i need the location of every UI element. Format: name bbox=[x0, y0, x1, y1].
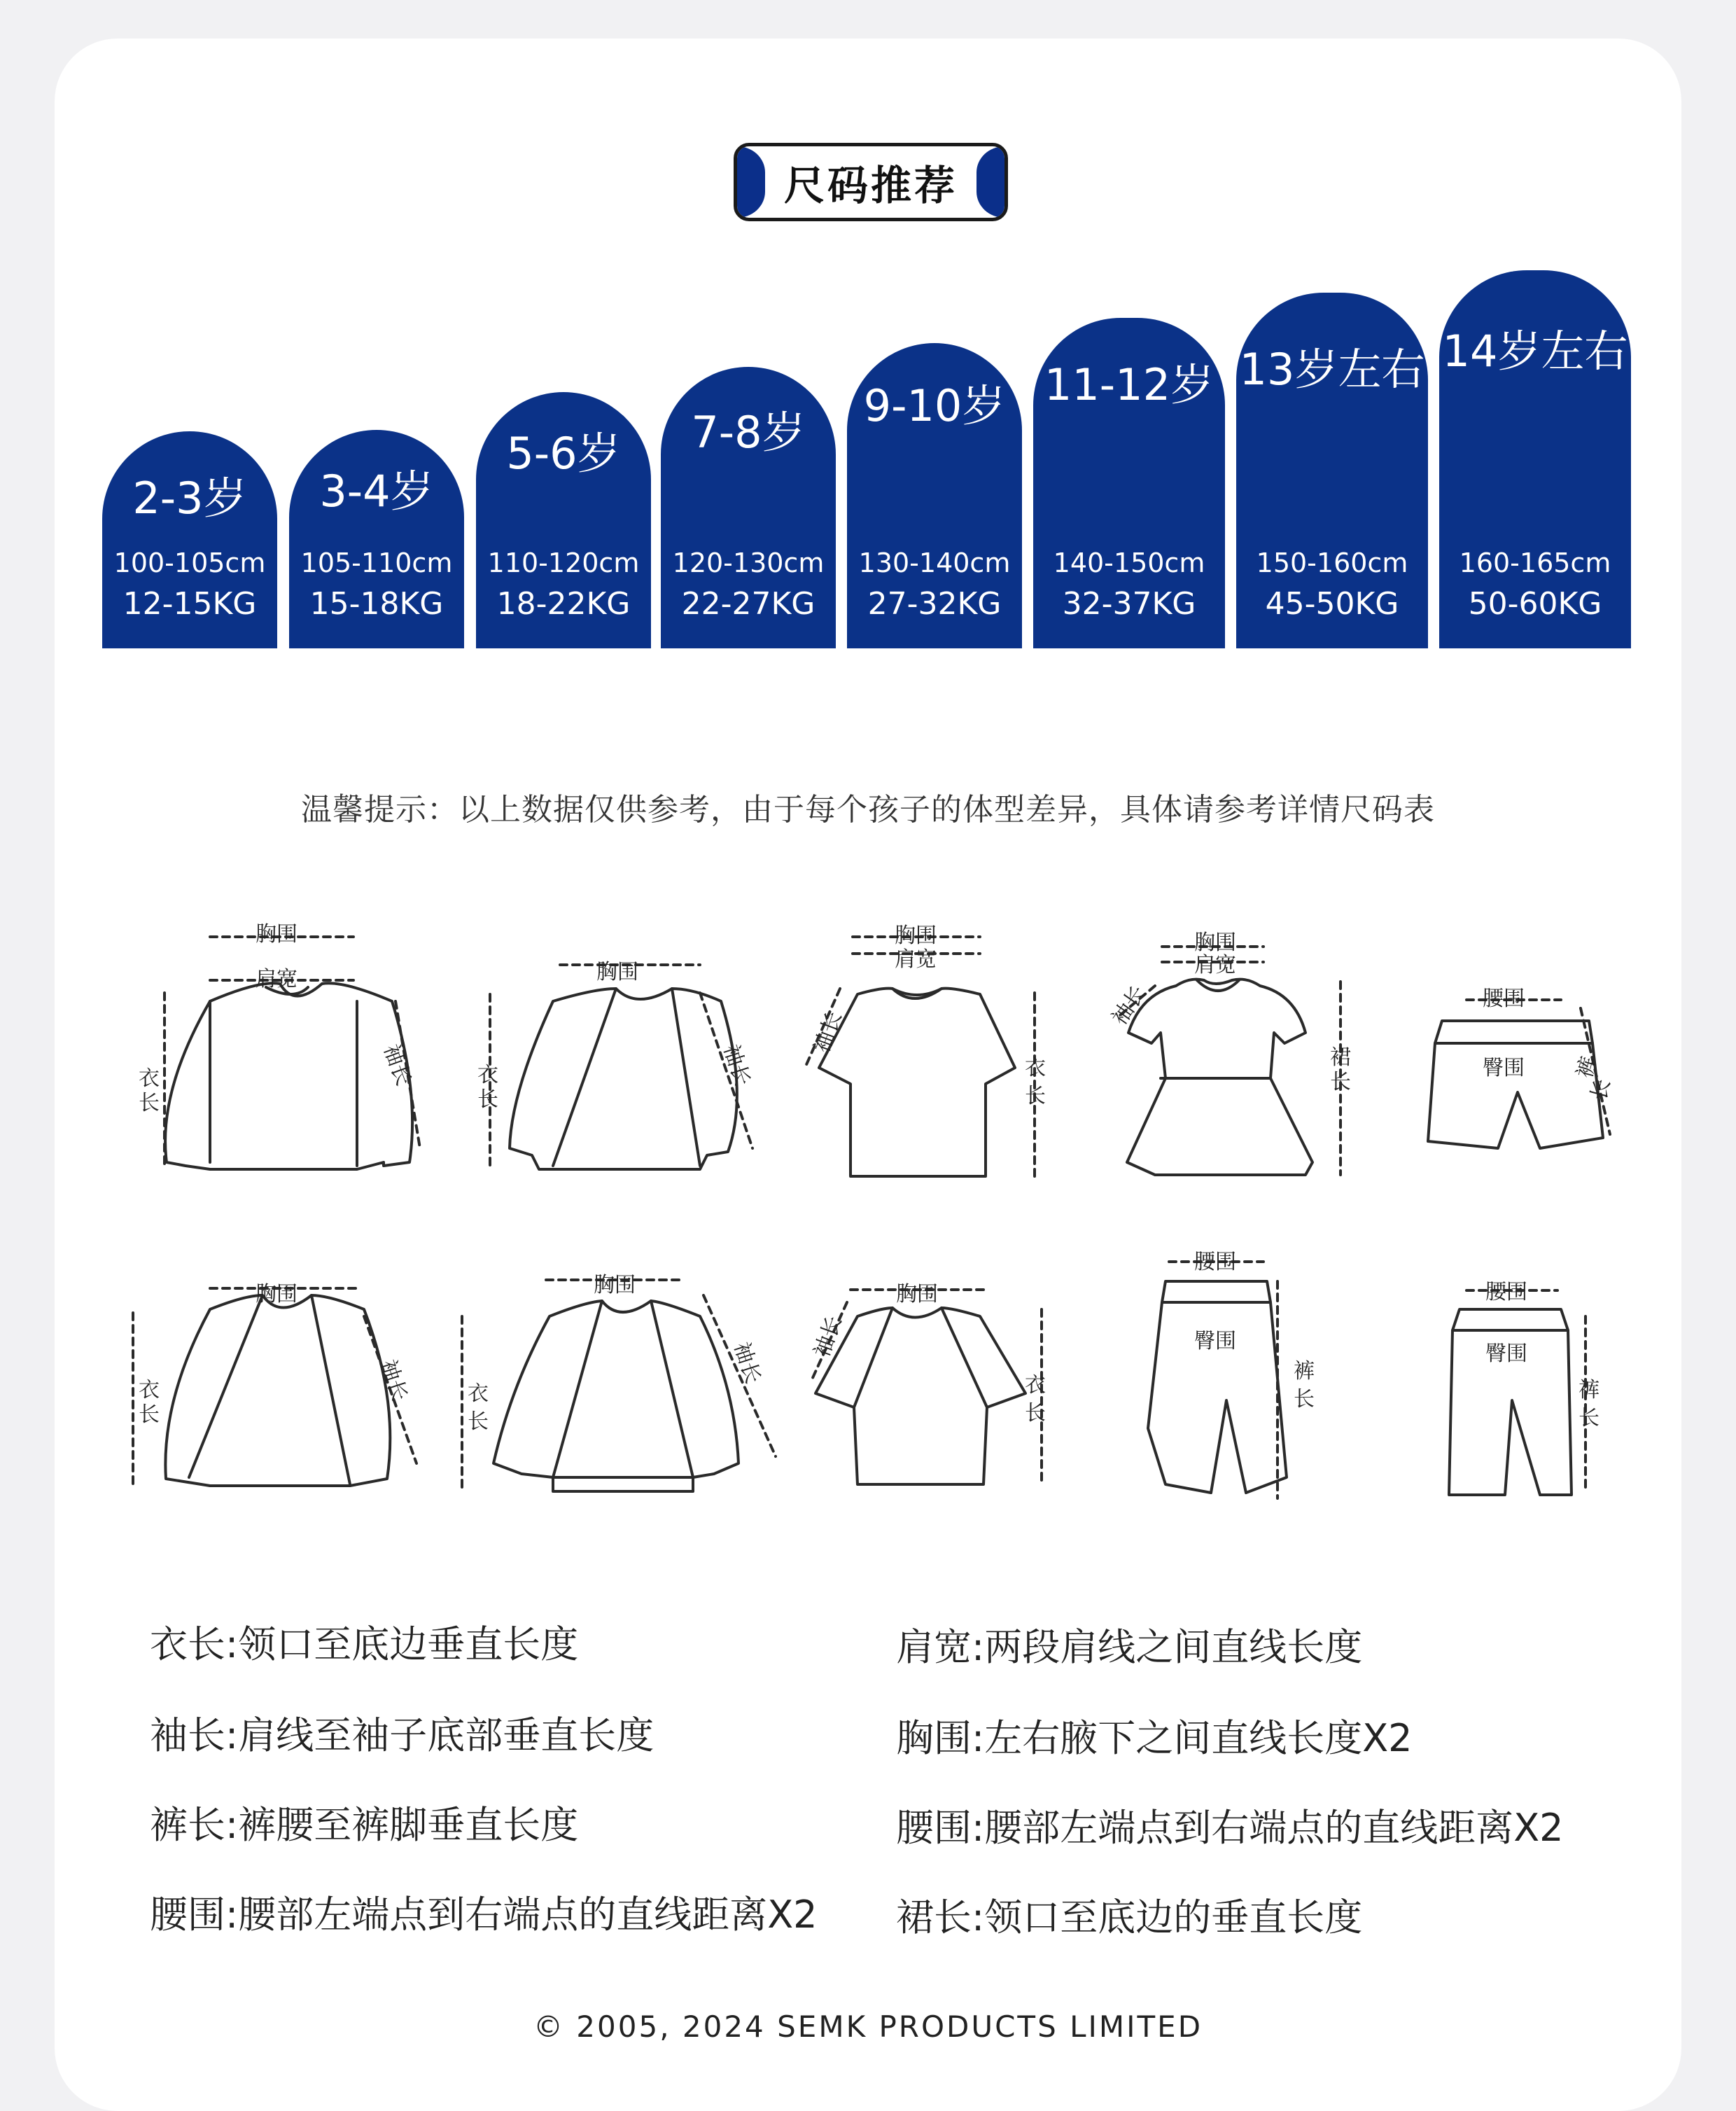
size-weight: 15-18KG bbox=[309, 586, 444, 622]
size-weight: 18-22KG bbox=[496, 586, 631, 622]
size-age: 7-8岁 bbox=[691, 407, 806, 458]
size-age: 11-12岁 bbox=[1044, 359, 1214, 410]
label-length: 长 bbox=[1025, 1401, 1046, 1426]
label-length: 长 bbox=[468, 1409, 489, 1434]
definition-item: 裤长:裤腰至裤脚垂直长度 bbox=[150, 1803, 579, 1847]
size-height: 110-120cm bbox=[487, 548, 640, 578]
label-length: 衣 bbox=[139, 1378, 160, 1402]
label-length: 长 bbox=[139, 1402, 160, 1427]
label-pants-length: 裤 bbox=[1294, 1359, 1315, 1384]
label-chest: 胸围 bbox=[895, 924, 937, 948]
size-weight: 50-60KG bbox=[1468, 586, 1602, 622]
label-sleeve: 袖长 bbox=[809, 1008, 847, 1057]
definition-item: 肩宽:两段肩线之间直线长度 bbox=[896, 1625, 1363, 1669]
label-length: 衣 bbox=[139, 1066, 160, 1091]
label-hip: 臀围 bbox=[1483, 1056, 1525, 1080]
size-weight: 22-27KG bbox=[681, 586, 816, 622]
raglan-sweater-diagram bbox=[133, 1288, 416, 1486]
size-tip: 温馨提示：以上数据仅供参考，由于每个孩子的体型差异，具体请参考详情尺码表 bbox=[301, 792, 1435, 828]
jogger-pants-diagram bbox=[1148, 1262, 1287, 1498]
leggings-diagram bbox=[1449, 1290, 1586, 1495]
size-age: 5-6岁 bbox=[506, 428, 621, 479]
size-weight: 32-37KG bbox=[1062, 586, 1196, 622]
size-age: 13岁左右 bbox=[1239, 344, 1425, 395]
label-length: 衣 bbox=[477, 1063, 498, 1087]
label-hip: 臀围 bbox=[1485, 1342, 1527, 1366]
size-age: 14岁左右 bbox=[1442, 326, 1628, 377]
definition-item: 胸围:左右腋下之间直线长度X2 bbox=[896, 1716, 1413, 1760]
size-height: 100-105cm bbox=[113, 548, 266, 578]
section-title-text: 尺码推荐 bbox=[783, 162, 958, 209]
label-length: 长 bbox=[139, 1091, 160, 1115]
label-pants-length: 长 bbox=[1578, 1406, 1600, 1430]
label-sleeve: 袖长 bbox=[378, 1040, 416, 1089]
definition-item: 腰围:腰部左端点到右端点的直线距离X2 bbox=[150, 1893, 818, 1937]
label-shoulder: 肩宽 bbox=[1194, 953, 1236, 977]
label-waist: 腰围 bbox=[1485, 1280, 1527, 1304]
label-length: 长 bbox=[1025, 1084, 1046, 1108]
label-chest: 胸围 bbox=[896, 1282, 938, 1307]
label-pants-length: 裤 bbox=[1578, 1378, 1600, 1402]
label-shoulder: 肩宽 bbox=[895, 947, 937, 972]
size-height: 160-165cm bbox=[1459, 548, 1611, 578]
size-height: 105-110cm bbox=[300, 548, 453, 578]
label-length: 衣 bbox=[468, 1381, 489, 1406]
label-sleeve: 袖长 bbox=[375, 1356, 412, 1405]
size-height: 150-160cm bbox=[1256, 548, 1408, 578]
label-skirt-length: 长 bbox=[1330, 1070, 1351, 1094]
label-chest: 胸围 bbox=[596, 960, 638, 984]
label-length: 长 bbox=[477, 1087, 498, 1112]
size-weight: 27-32KG bbox=[867, 586, 1002, 622]
raglan-tshirt-diagram bbox=[809, 1290, 1042, 1484]
label-hip: 臀围 bbox=[1194, 1329, 1236, 1353]
label-pants-length: 长 bbox=[1294, 1387, 1315, 1412]
definition-item: 衣长:领口至底边垂直长度 bbox=[150, 1622, 579, 1666]
size-age: 9-10岁 bbox=[863, 380, 1006, 431]
label-chest: 胸围 bbox=[594, 1273, 636, 1297]
raglan-sweater-diagram bbox=[490, 965, 752, 1169]
label-pants-length: 裤 bbox=[1572, 1054, 1602, 1081]
label-sleeve: 袖长 bbox=[809, 1313, 847, 1361]
label-length: 衣 bbox=[1025, 1373, 1046, 1398]
size-weight: 45-50KG bbox=[1265, 586, 1399, 622]
label-waist: 腰围 bbox=[1483, 987, 1525, 1011]
size-age: 2-3岁 bbox=[132, 473, 247, 524]
dress-diagram bbox=[1120, 947, 1340, 1175]
label-skirt-length: 裙 bbox=[1330, 1045, 1351, 1070]
tshirt-diagram bbox=[805, 937, 1035, 1176]
size-height: 130-140cm bbox=[858, 548, 1011, 578]
definition-item: 袖长:肩线至袖子底部垂直长度 bbox=[150, 1713, 654, 1757]
label-chest: 胸围 bbox=[255, 922, 298, 947]
copyright: © 2005, 2024 SEMK PRODUCTS LIMITED bbox=[533, 2009, 1203, 2044]
label-sleeve: 袖长 bbox=[729, 1339, 766, 1387]
label-sleeve: 袖长 bbox=[1107, 981, 1152, 1030]
size-height: 140-150cm bbox=[1053, 548, 1205, 578]
size-weight: 12-15KG bbox=[122, 586, 257, 622]
label-chest: 胸围 bbox=[255, 1282, 298, 1307]
definition-item: 裙长:领口至底边的垂直长度 bbox=[896, 1895, 1363, 1939]
size-height: 120-130cm bbox=[672, 548, 825, 578]
definition-item: 腰围:腰部左端点到右端点的直线距离X2 bbox=[896, 1806, 1564, 1850]
label-length: 衣 bbox=[1025, 1056, 1046, 1080]
size-age: 3-4岁 bbox=[319, 466, 434, 517]
sweatshirt-diagram bbox=[462, 1280, 776, 1491]
label-chest: 胸围 bbox=[1194, 931, 1236, 955]
label-pants-length: 长 bbox=[1586, 1076, 1616, 1103]
label-sleeve: 袖长 bbox=[718, 1041, 755, 1089]
label-waist: 腰围 bbox=[1194, 1250, 1236, 1274]
label-shoulder: 肩宽 bbox=[255, 967, 298, 991]
